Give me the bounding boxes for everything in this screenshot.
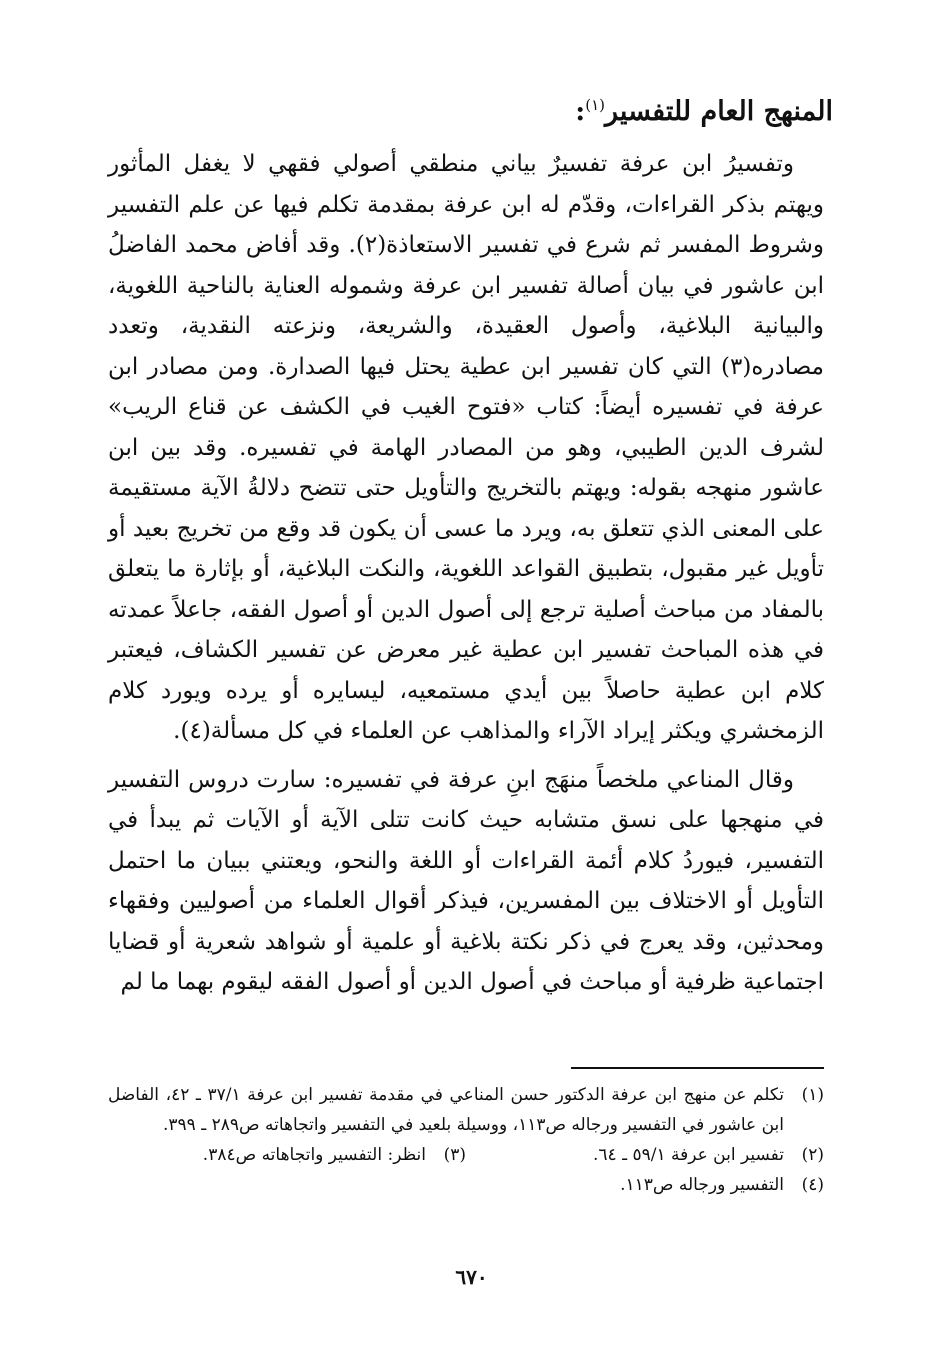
paragraph: وتفسيرُ ابن عرفة تفسيرٌ بياني منطقي أصولي فقهي لا يغفل المأثور ويهتم بذكر القراءات، وقدّم له ابن عرفة بمقدمة تكلم فيها عن علم التفسير وشروط المفسر ثم شرع في تفسير الاستعاذة(٢). وقد أفاض محمد الفاضلُ ابن عاشور في بيان أصالة تفسير ابن عرفة وشموله العناية بالناحية اللغوية، والبيانية البلاغية، وأصول العقيدة، والشريعة، ونزعته النقدية، وتعدد مصادره(٣) التي كان تفسير ابن عطية يحتل فيها الصدارة. ومن مصادر ابن عرفة في تفسيره أيضاً: كتاب «فتوح الغيب في الكشف عن قناع الريب» لشرف الدين الطيبي، وهو من المصادر الهامة في تفسيره. وقد بين ابن عاشور منهجه بقوله: ويهتم بالتخريج والتأويل حتى تتضح دلالةُ الآية مستقيمة على المعنى الذي تتعلق به، ويرد ما عسى أن يكون قد وقع من تخريج بعيد أو تأويل غير مقبول، بتطبيق القواعد اللغوية، والنكت البلاغية، أو بإثارة ما يتعلق بالمفاد من مباحث أصلية ترجع إلى أصول الدين أو أصول الفقه، جاعلاً عمدته في هذه المباحث تفسير ابن عطية غير معرض عن تفسير الكشاف، فيعتبر كلام ابن عطية حاصلاً بين أيدي مستمعيه، ليسايره أو يرده ويورد كلام الزمخشري ويكثر إيراد الآراء والمذاهب عن العلماء في كل مسألة(٤). bbox=[108, 151, 824, 744]
footnote-text: التفسير ورجاله ص١١٣. bbox=[620, 1175, 784, 1195]
footnote-3 bbox=[108, 1140, 466, 1170]
footnote-separator bbox=[571, 1067, 824, 1069]
heading-footnote-ref: (١) bbox=[585, 96, 606, 114]
footnote-row bbox=[108, 1140, 824, 1170]
footnote-text: تفسير ابن عرفة ٥٩/١ ـ ٦٤. bbox=[593, 1145, 784, 1165]
footnote-number: (٢) bbox=[801, 1145, 824, 1165]
footnote-number: (١) bbox=[801, 1085, 824, 1105]
footnote-1 bbox=[108, 1080, 824, 1140]
page-number: ٦٧٠ bbox=[455, 1265, 488, 1289]
footnotes bbox=[108, 1080, 824, 1200]
paragraph: وقال المناعي ملخصاً منهَج ابنِ عرفة في تفسيره: سارت دروس التفسير في منهجها على نسق متشابه حيث كانت تتلى الآية أو الآيات ثم يبدأ في التفسير، فيوردُ كلام أئمة القراءات أو اللغة والنحو، ويعتني ببيان ما احتمل التأويل أو الاختلاف بين المفسرين، فيذكر أقوال العلماء من أصوليين وفقهاء ومحدثين، وقد يعرج في ذكر نكتة بلاغية أو علمية أو شواهد شعرية أو قضايا اجتماعية ظرفية أو مباحث في أصول الدين أو أصول الفقه ليقوم بهما ما لم bbox=[108, 766, 824, 995]
footnote-number: (٤) bbox=[801, 1175, 824, 1195]
footnote-text: تكلم عن منهج ابن عرفة الدكتور حسن المناعي في مقدمة تفسير ابن عرفة ٣٧/١ ـ ٤٢، الفاضل ابن عاشور في التفسير ورجاله ص١١٣، ووسيلة بلعيد في التفسير واتجاهاته ص٢٨٩ ـ ٣٩٩. bbox=[108, 1085, 784, 1135]
footnote-text: انظر: التفسير واتجاهاته ص٣٨٤. bbox=[202, 1145, 426, 1165]
heading-suffix: : bbox=[575, 96, 586, 127]
body-text bbox=[108, 144, 824, 1003]
heading-text: المنهج العام للتفسير bbox=[605, 96, 833, 127]
footnote-number: (٣) bbox=[443, 1145, 466, 1165]
footnote-2 bbox=[466, 1140, 824, 1170]
section-heading bbox=[93, 92, 833, 132]
footnote-4 bbox=[108, 1170, 824, 1200]
